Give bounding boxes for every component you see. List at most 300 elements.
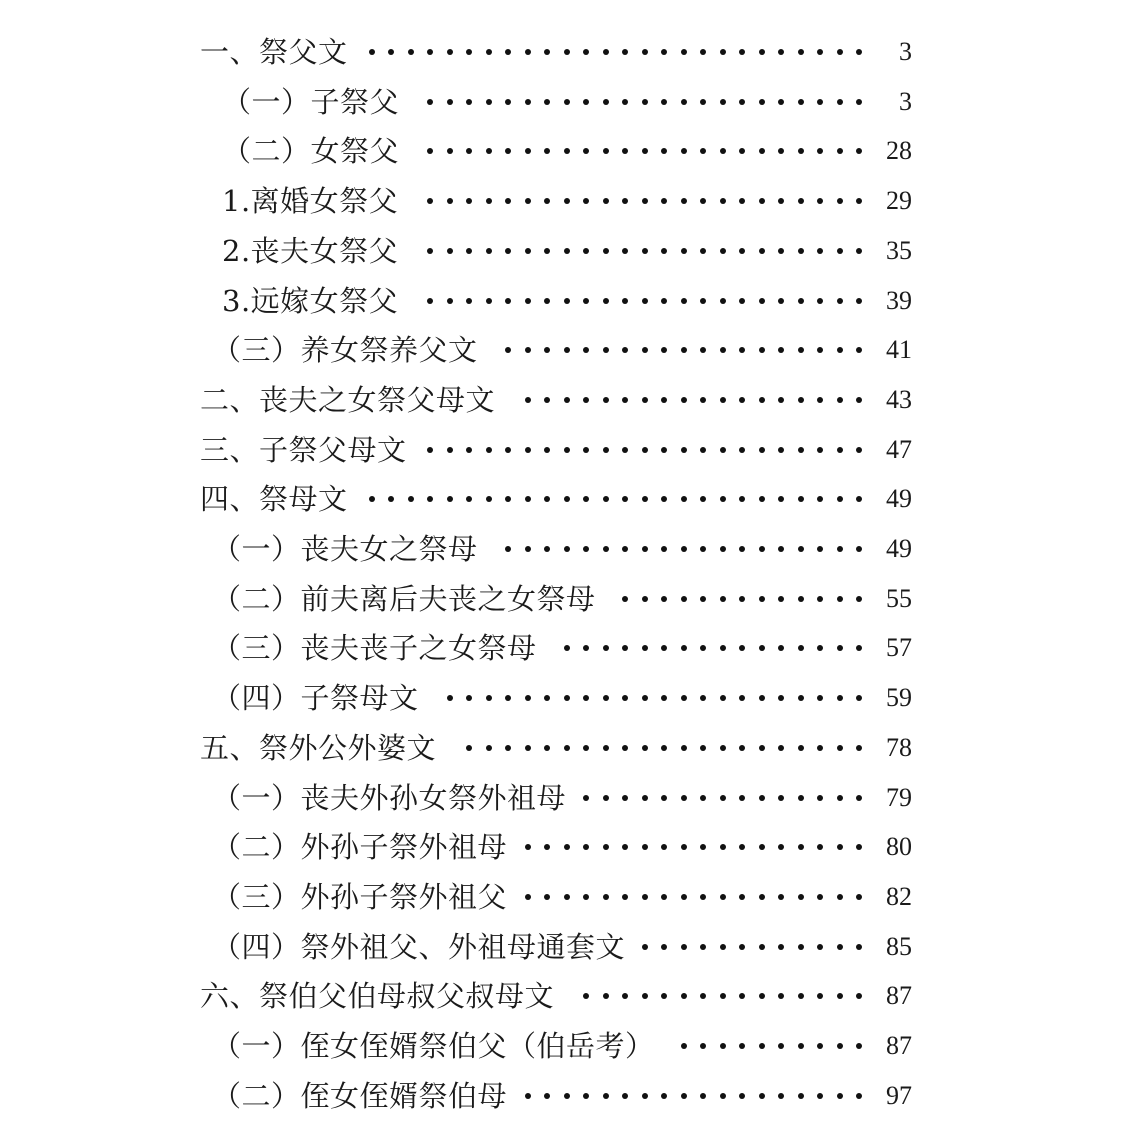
dot-leader (427, 131, 862, 171)
leader-dot (700, 745, 706, 751)
leader-dot (798, 397, 804, 403)
leader-dot (525, 298, 531, 304)
leader-dot (817, 546, 823, 552)
leader-dot (700, 695, 706, 701)
leader-dot (856, 148, 862, 154)
leader-dot (817, 844, 823, 850)
leader-dot (564, 1093, 570, 1099)
leader-dot (642, 944, 648, 950)
leader-dot (564, 99, 570, 105)
leader-dot (622, 298, 628, 304)
leader-dot (856, 198, 862, 204)
leader-dot (759, 248, 765, 254)
leader-dot (837, 745, 843, 751)
leader-dot (583, 1093, 589, 1099)
leader-dot (544, 546, 550, 552)
leader-dot (525, 447, 531, 453)
leader-dot (856, 993, 862, 999)
leader-dot (681, 397, 687, 403)
leader-dot (739, 347, 745, 353)
leader-dot (856, 496, 862, 502)
leader-dot (583, 148, 589, 154)
toc-entry-title: 四、祭母文 (200, 482, 348, 517)
leader-dot (759, 148, 765, 154)
leader-dot (720, 745, 726, 751)
leader-dot (583, 745, 589, 751)
leader-dot (603, 49, 609, 55)
leader-dot (564, 496, 570, 502)
leader-dot (505, 148, 511, 154)
leader-dot (681, 844, 687, 850)
leader-dot (739, 397, 745, 403)
leader-dot (525, 546, 531, 552)
toc-entry[interactable] (0, 380, 1125, 420)
leader-dot (603, 347, 609, 353)
toc-entry-page-number: 3 (899, 86, 912, 116)
leader-dot (622, 596, 628, 602)
leader-dot (642, 148, 648, 154)
leader-dot (466, 447, 472, 453)
leader-dot (642, 745, 648, 751)
leader-dot (798, 1043, 804, 1049)
leader-dot (681, 248, 687, 254)
leader-dot (661, 99, 667, 105)
toc-entry-page-number: 82 (886, 881, 912, 911)
leader-dot (564, 844, 570, 850)
toc-entry-title: （三）丧夫丧子之女祭母 (212, 631, 537, 666)
leader-dot (681, 198, 687, 204)
leader-dot (466, 148, 472, 154)
leader-dot (622, 795, 628, 801)
leader-dot (642, 546, 648, 552)
leader-dot (739, 248, 745, 254)
leader-dot (837, 148, 843, 154)
toc-entry[interactable] (0, 827, 1125, 867)
leader-dot (466, 745, 472, 751)
dot-leader (583, 778, 862, 818)
leader-dot (544, 248, 550, 254)
leader-dot (681, 894, 687, 900)
dot-leader (681, 1026, 863, 1066)
leader-dot (466, 198, 472, 204)
leader-dot (525, 1093, 531, 1099)
toc-entry-title: 六、祭伯父伯母叔父叔母文 (200, 979, 555, 1014)
toc-entry-page-number: 85 (886, 931, 912, 961)
toc-entry[interactable] (0, 479, 1125, 519)
leader-dot (622, 645, 628, 651)
leader-dot (525, 695, 531, 701)
leader-dot (661, 49, 667, 55)
toc-entry-page-number: 79 (886, 782, 912, 812)
leader-dot (720, 596, 726, 602)
leader-dot (700, 49, 706, 55)
leader-dot (720, 496, 726, 502)
leader-dot (544, 894, 550, 900)
leader-dot (447, 99, 453, 105)
leader-dot (525, 496, 531, 502)
leader-dot (505, 99, 511, 105)
toc-entry[interactable] (0, 1076, 1125, 1116)
leader-dot (466, 496, 472, 502)
leader-dot (486, 745, 492, 751)
leader-dot (759, 447, 765, 453)
leader-dot (739, 198, 745, 204)
toc-entry-title: 3.远嫁女祭父 (222, 283, 399, 318)
dot-leader (525, 877, 863, 917)
leader-dot (642, 347, 648, 353)
leader-dot (798, 745, 804, 751)
leader-dot (642, 397, 648, 403)
leader-dot (447, 447, 453, 453)
leader-dot (798, 795, 804, 801)
leader-dot (739, 795, 745, 801)
leader-dot (681, 447, 687, 453)
leader-dot (837, 347, 843, 353)
leader-dot (817, 745, 823, 751)
leader-dot (778, 248, 784, 254)
leader-dot (642, 447, 648, 453)
toc-entry-page-number: 3 (899, 37, 912, 66)
leader-dot (759, 795, 765, 801)
leader-dot (603, 695, 609, 701)
leader-dot (720, 546, 726, 552)
dot-leader (466, 728, 862, 768)
leader-dot (759, 198, 765, 204)
leader-dot (681, 745, 687, 751)
toc-entry-page-number: 78 (886, 732, 912, 762)
leader-dot (642, 99, 648, 105)
leader-dot (564, 148, 570, 154)
leader-dot (622, 844, 628, 850)
leader-dot (798, 645, 804, 651)
leader-dot (778, 397, 784, 403)
toc-entry[interactable] (0, 877, 1125, 917)
leader-dot (525, 198, 531, 204)
leader-dot (681, 695, 687, 701)
leader-dot (681, 993, 687, 999)
leader-dot (369, 496, 375, 502)
leader-dot (564, 447, 570, 453)
toc-entry-page-number: 97 (886, 1080, 912, 1110)
leader-dot (837, 1043, 843, 1049)
leader-dot (778, 447, 784, 453)
leader-dot (564, 695, 570, 701)
leader-dot (544, 844, 550, 850)
leader-dot (720, 695, 726, 701)
leader-dot (505, 447, 511, 453)
leader-dot (603, 198, 609, 204)
toc-entry-title: （四）子祭母文 (212, 681, 419, 716)
leader-dot (622, 546, 628, 552)
leader-dot (564, 745, 570, 751)
leader-dot (700, 844, 706, 850)
leader-dot (603, 993, 609, 999)
leader-dot (681, 795, 687, 801)
leader-dot (700, 248, 706, 254)
leader-dot (661, 447, 667, 453)
leader-dot (856, 447, 862, 453)
leader-dot (661, 844, 667, 850)
leader-dot (583, 993, 589, 999)
toc-entry-title: （二）女祭父 (222, 134, 400, 169)
leader-dot (583, 298, 589, 304)
leader-dot (778, 844, 784, 850)
leader-dot (603, 894, 609, 900)
leader-dot (603, 546, 609, 552)
leader-dot (759, 745, 765, 751)
toc-entry[interactable] (0, 579, 1125, 619)
leader-dot (544, 745, 550, 751)
leader-dot (544, 447, 550, 453)
leader-dot (505, 248, 511, 254)
leader-dot (817, 397, 823, 403)
leader-dot (700, 993, 706, 999)
leader-dot (817, 49, 823, 55)
leader-dot (564, 397, 570, 403)
leader-dot (817, 795, 823, 801)
toc-entry-page-number: 47 (886, 434, 912, 464)
leader-dot (486, 695, 492, 701)
leader-dot (759, 844, 765, 850)
toc-entry-page-number: 29 (886, 186, 912, 216)
toc-entry-title: （一）侄女侄婿祭伯父（伯岳考） (212, 1029, 655, 1063)
toc-entry[interactable] (0, 330, 1125, 370)
toc-entry-page-number: 80 (886, 832, 912, 862)
leader-dot (759, 1093, 765, 1099)
leader-dot (700, 1093, 706, 1099)
leader-dot (817, 347, 823, 353)
leader-dot (505, 695, 511, 701)
leader-dot (778, 993, 784, 999)
leader-dot (837, 198, 843, 204)
toc-entry-title: （一）丧夫外孙女祭外祖母 (212, 780, 567, 815)
leader-dot (525, 248, 531, 254)
leader-dot (642, 645, 648, 651)
leader-dot (759, 397, 765, 403)
leader-dot (505, 745, 511, 751)
toc-entry[interactable] (0, 529, 1125, 569)
leader-dot (856, 99, 862, 105)
leader-dot (817, 695, 823, 701)
toc-entry-title: （三）外孙子祭外祖父 (212, 879, 508, 914)
leader-dot (661, 993, 667, 999)
toc-entry[interactable] (0, 1026, 1125, 1066)
leader-dot (583, 198, 589, 204)
leader-dot (622, 248, 628, 254)
leader-dot (817, 298, 823, 304)
leader-dot (759, 298, 765, 304)
toc-entry-page-number: 43 (886, 384, 912, 414)
leader-dot (427, 49, 433, 55)
leader-dot (486, 447, 492, 453)
leader-dot (661, 148, 667, 154)
dot-leader (427, 430, 862, 470)
leader-dot (700, 645, 706, 651)
leader-dot (642, 695, 648, 701)
leader-dot (642, 1093, 648, 1099)
leader-dot (798, 148, 804, 154)
toc-entry[interactable] (0, 131, 1125, 171)
toc-entry[interactable] (0, 927, 1125, 967)
leader-dot (739, 99, 745, 105)
leader-dot (778, 1093, 784, 1099)
leader-dot (817, 894, 823, 900)
leader-dot (525, 397, 531, 403)
leader-dot (486, 198, 492, 204)
leader-dot (837, 944, 843, 950)
leader-dot (583, 397, 589, 403)
leader-dot (525, 49, 531, 55)
leader-dot (837, 645, 843, 651)
toc-entry-title: （一）子祭父 (222, 84, 400, 119)
leader-dot (856, 397, 862, 403)
leader-dot (837, 546, 843, 552)
leader-dot (700, 298, 706, 304)
leader-dot (681, 347, 687, 353)
toc-entry-title: （三）养女祭养父文 (212, 333, 478, 368)
leader-dot (778, 894, 784, 900)
leader-dot (466, 298, 472, 304)
leader-dot (837, 993, 843, 999)
toc-entry-title: （二）外孙子祭外祖母 (212, 830, 508, 865)
leader-dot (817, 645, 823, 651)
leader-dot (622, 397, 628, 403)
leader-dot (681, 496, 687, 502)
leader-dot (739, 645, 745, 651)
leader-dot (661, 1093, 667, 1099)
leader-dot (661, 298, 667, 304)
toc-entry[interactable] (0, 281, 1125, 321)
leader-dot (759, 695, 765, 701)
toc-entry[interactable] (0, 678, 1125, 718)
toc-entry-page-number: 39 (886, 285, 912, 315)
leader-dot (837, 844, 843, 850)
leader-dot (759, 596, 765, 602)
toc-entry-page-number: 28 (886, 136, 912, 166)
leader-dot (739, 1043, 745, 1049)
leader-dot (603, 645, 609, 651)
toc-entry[interactable] (0, 181, 1125, 221)
leader-dot (661, 596, 667, 602)
leader-dot (661, 546, 667, 552)
leader-dot (564, 894, 570, 900)
leader-dot (778, 795, 784, 801)
leader-dot (388, 496, 394, 502)
toc-entry[interactable] (0, 82, 1125, 122)
leader-dot (778, 596, 784, 602)
dot-leader (525, 1076, 863, 1116)
leader-dot (681, 596, 687, 602)
leader-dot (486, 496, 492, 502)
leader-dot (622, 447, 628, 453)
leader-dot (700, 894, 706, 900)
leader-dot (447, 198, 453, 204)
leader-dot (720, 298, 726, 304)
toc-entry-page-number: 49 (886, 534, 912, 563)
leader-dot (622, 496, 628, 502)
leader-dot (661, 745, 667, 751)
dot-leader (369, 479, 863, 519)
leader-dot (700, 99, 706, 105)
toc-entry-page-number: 59 (886, 683, 912, 713)
toc-entry[interactable] (0, 32, 1125, 72)
toc-entry[interactable] (0, 728, 1125, 768)
leader-dot (427, 447, 433, 453)
leader-dot (700, 148, 706, 154)
toc-entry[interactable] (0, 231, 1125, 271)
leader-dot (720, 944, 726, 950)
dot-leader (505, 529, 862, 569)
leader-dot (544, 198, 550, 204)
leader-dot (700, 1043, 706, 1049)
leader-dot (856, 298, 862, 304)
toc-entry-page-number: 87 (886, 981, 912, 1011)
leader-dot (778, 49, 784, 55)
leader-dot (369, 49, 375, 55)
leader-dot (466, 695, 472, 701)
leader-dot (817, 198, 823, 204)
leader-dot (700, 198, 706, 204)
dot-leader (427, 181, 862, 221)
leader-dot (739, 944, 745, 950)
leader-dot (583, 248, 589, 254)
toc-entry[interactable] (0, 778, 1125, 818)
toc-entry[interactable] (0, 430, 1125, 470)
leader-dot (817, 1093, 823, 1099)
leader-dot (525, 745, 531, 751)
leader-dot (759, 546, 765, 552)
leader-dot (427, 148, 433, 154)
toc-entry[interactable] (0, 976, 1125, 1016)
leader-dot (486, 49, 492, 55)
leader-dot (603, 795, 609, 801)
leader-dot (642, 844, 648, 850)
leader-dot (681, 645, 687, 651)
leader-dot (447, 148, 453, 154)
leader-dot (759, 944, 765, 950)
leader-dot (427, 99, 433, 105)
leader-dot (720, 993, 726, 999)
leader-dot (544, 49, 550, 55)
leader-dot (759, 49, 765, 55)
leader-dot (622, 695, 628, 701)
leader-dot (739, 49, 745, 55)
leader-dot (505, 546, 511, 552)
leader-dot (778, 745, 784, 751)
leader-dot (661, 944, 667, 950)
leader-dot (720, 1043, 726, 1049)
leader-dot (798, 844, 804, 850)
leader-dot (837, 795, 843, 801)
leader-dot (622, 347, 628, 353)
leader-dot (681, 546, 687, 552)
leader-dot (681, 49, 687, 55)
toc-entry[interactable] (0, 628, 1125, 668)
dot-leader (427, 281, 862, 321)
leader-dot (837, 496, 843, 502)
leader-dot (856, 1093, 862, 1099)
leader-dot (856, 894, 862, 900)
leader-dot (388, 49, 394, 55)
leader-dot (856, 49, 862, 55)
leader-dot (778, 546, 784, 552)
leader-dot (447, 248, 453, 254)
leader-dot (817, 944, 823, 950)
leader-dot (856, 645, 862, 651)
leader-dot (817, 248, 823, 254)
leader-dot (544, 496, 550, 502)
leader-dot (759, 645, 765, 651)
